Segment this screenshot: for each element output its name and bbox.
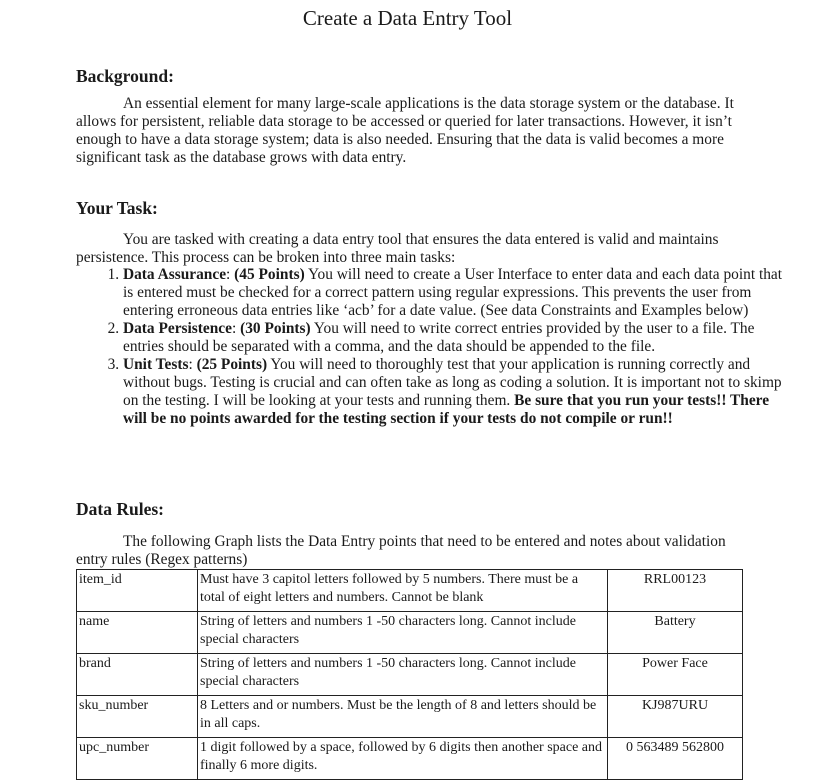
table-row — [77, 570, 743, 612]
table-row — [77, 654, 743, 696]
field-cell: sku_number — [77, 696, 198, 738]
task-item — [123, 266, 787, 320]
field-cell: brand — [77, 654, 198, 696]
example-cell: Power Face — [608, 654, 743, 696]
rule-cell: String of letters and numbers 1 -50 characters long. Cannot include special characters — [198, 654, 608, 696]
rules-intro: The following Graph lists the Data Entry points that need to be entered and notes about validation entry rules (Regex patterns) — [76, 533, 726, 568]
rule-cell: Must have 3 capitol letters followed by 5 numbers. There must be a total of eight letters and numbers. Cannot be blank — [198, 570, 608, 612]
background-paragraph: An essential element for many large-scale applications is the data storage system or the database. It allows for persistent, reliable data storage to be accessed or queried for later transactions. However, it isn’t enough to have a data storage system; data is also needed. Ensuring that the data is valid becomes a more significant task as the database grows with data entry. — [76, 95, 734, 166]
example-cell: 0 563489 562800 — [608, 738, 743, 780]
colon: : — [188, 356, 193, 373]
field-cell: item_id — [77, 570, 198, 612]
table-row — [77, 738, 743, 780]
task-label: Data Assurance — [123, 266, 227, 283]
task-warning: Be sure that you run your tests!! There will be no points awarded for the testing section if your tests do not compile or run!! — [123, 392, 770, 427]
example-cell: RRL00123 — [608, 570, 743, 612]
table-row — [77, 612, 743, 654]
colon: : — [226, 266, 231, 283]
task-text: You will need to write correct entries provided by the user to a file. The entries should be separated with a comma, and the data should be appended to the file. — [123, 320, 755, 355]
task-points: (25 Points) — [192, 356, 268, 373]
task-heading: Your Task: — [76, 198, 158, 218]
example-cell: KJ987URU — [608, 696, 743, 738]
field-cell: name — [77, 612, 198, 654]
task-text: You will need to create a User Interface to enter data and each data point that is entered must be checked for a correct pattern using regular expressions. This prevents the user from entering erroneous data entries like ‘acb’ for a date value. (See data Constraints and Examples below) — [123, 266, 783, 319]
task-list — [76, 266, 787, 428]
background-heading: Background: — [76, 66, 174, 86]
task-item — [123, 356, 787, 428]
rule-cell: 8 Letters and or numbers. Must be the length of 8 and letters should be in all caps. — [198, 696, 608, 738]
task-text: You will need to thoroughly test that your application is running correctly and without bugs. Testing is crucial and can often take as long as coding a solution. It is important not to skimp on the testing. I will be looking at your tests and running them. — [123, 356, 782, 409]
task-points: (30 Points) — [236, 320, 311, 337]
field-cell: upc_number — [77, 738, 198, 780]
colon: : — [231, 320, 237, 337]
task-label: Unit Tests — [123, 356, 189, 373]
task-label: Data Persistence — [123, 320, 232, 337]
task-points: (45 Points) — [230, 266, 305, 283]
rules-heading: Data Rules: — [76, 499, 164, 519]
data-rules-table — [76, 569, 743, 780]
table-row — [77, 696, 743, 738]
example-cell: Battery — [608, 612, 743, 654]
document-title: Create a Data Entry Tool — [302, 6, 513, 30]
rule-cell: String of letters and numbers 1 -50 characters long. Cannot include special characters — [198, 612, 608, 654]
task-item — [123, 320, 787, 356]
task-intro: You are tasked with creating a data entry tool that ensures the data entered is valid and maintains persistence. This process can be broken into three main tasks: — [76, 231, 719, 266]
rule-cell: 1 digit followed by a space, followed by 6 digits then another space and finally 6 more digits. — [198, 738, 608, 780]
